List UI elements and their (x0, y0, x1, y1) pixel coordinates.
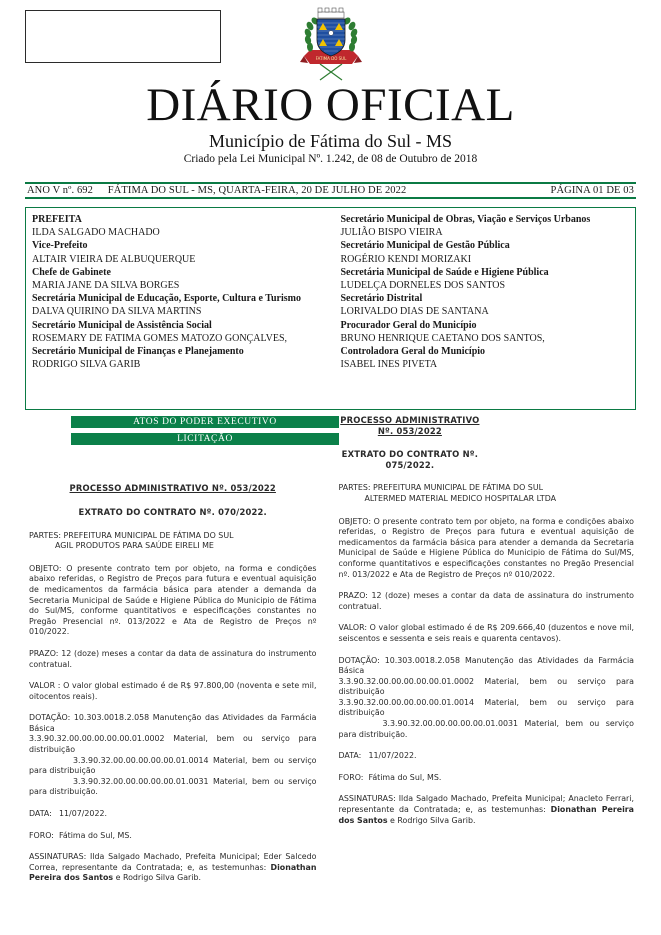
official-role: Secretário Municipal de Assistência Social (32, 319, 212, 331)
right-assinaturas-pre: ASSINATURAS: Ilda Salgado Machado, Prefeita Municipal; Anacleto Ferrari, representante da Contratada; e, as testemunhas: (338, 794, 634, 815)
left-dotacao-head: DOTAÇÃO: 10.303.0018.2.058 Manutenção das Atividades da Farmácia Básica (29, 713, 317, 733)
right-foro (339, 773, 635, 784)
left-foro (29, 831, 317, 842)
left-assinaturas-pre: ASSINATURAS: Ilda Salgado Machado, Prefeita Municipal; Eder Salcedo Correa, representante da Contratada; e, as testemunhas: (29, 852, 317, 872)
right-partes (339, 483, 635, 504)
right-dotacao-l1: 3.3.90.32.00.00.00.00.00.01.0002 Material, bem ou serviço para distribuição (338, 676, 634, 697)
right-data-value: 11/07/2022. (368, 751, 417, 761)
left-foro-value: Fátima do Sul, MS. (59, 830, 132, 840)
expediente-column-left (32, 213, 331, 403)
official-name: ROSEMARY DE FATIMA GOMES MATOZO GONÇALVES, (32, 332, 288, 344)
left-processo-title: PROCESSO ADMINISTRATIVO Nº. 053/2022 (69, 483, 276, 494)
right-data (339, 751, 635, 762)
right-foro-label: FORO: (338, 772, 364, 782)
left-data-label: DATA: (29, 809, 52, 819)
left-dotacao-l1: 3.3.90.32.00.00.00.00.00.01.0002 Material, bem ou serviço para distribuição (29, 734, 317, 755)
left-partes-line2: AGIL PRODUTOS PARA SAÚDE EIRELI ME (55, 541, 214, 551)
right-processo-title: PROCESSO ADMINISTRATIVO Nº. 053/2022 (340, 415, 480, 436)
section-banner-atos: ATOS DO PODER EXECUTIVO (71, 416, 339, 428)
official-role: Secretário Municipal de Obras, Viação e Serviços Urbanos (340, 214, 591, 225)
column-right (331, 483, 637, 884)
header-blank-box (25, 10, 221, 63)
right-assinaturas-post: e Rodrigo Silva Garib. (387, 815, 476, 825)
right-objeto: OBJETO: O presente contrato tem por objeto, na forma e condições abaixo referidas, o Registro de Preços para futura e eventual aquisição de medicamentos da farmácia básica para atender a demanda da Secretaria Municipal de Saúde e Higiene Pública do Municipio de Fátima do Sul/MS, conforme quantitativos e especificações constantes no Pregão Presencial nº. 013/2022 e Ata de Registro de Preços nº 010/2022. (338, 516, 634, 579)
left-assinaturas-witness: Dionathan Pereira dos Santos (29, 862, 317, 883)
page-subtitle: Município de Fátima do Sul - MS (209, 131, 452, 151)
right-partes-line2: ALTERMED MATERIAL MEDICO HOSPITALAR LTDA (364, 493, 557, 503)
right-dotacao-head: DOTAÇÃO: 10.303.0018.2.058 Manutenção das Atividades da Farmácia Básica (338, 655, 634, 676)
right-partes-line1: PARTES: PREFEITURA MUNICIPAL DE FÁTIMA DO SUL (338, 483, 543, 493)
official-name: ROGÉRIO KENDI MORIZAKI (340, 253, 472, 265)
left-assinaturas-post: e Rodrigo Silva Garib. (113, 873, 202, 883)
body-columns (25, 483, 636, 884)
right-dotacao (339, 656, 635, 741)
coat-of-arms-icon (298, 6, 364, 82)
official-role: Secretário Municipal de Gestão Pública (340, 240, 510, 252)
right-foro-value: Fátima do Sul, MS. (368, 772, 442, 782)
left-dotacao-l3: 3.3.90.32.00.00.00.00.00.01.0031 Material, bem ou serviço para distribuição. (29, 776, 317, 797)
column-left (25, 483, 331, 884)
official-name: MARIA JANE DA SILVA BORGES (32, 280, 180, 292)
official-role: PREFEITA (32, 214, 82, 225)
expediente-column-right (331, 213, 630, 403)
left-extrato-title: EXTRATO DO CONTRATO Nº. 070/2022. (78, 506, 267, 517)
left-foro-label: FORO: (29, 830, 54, 840)
official-role: Secretário Municipal de Finanças e Planejamento (32, 346, 244, 358)
official-role: Secretário Distrital (340, 293, 423, 305)
left-dotacao-l2: 3.3.90.32.00.00.00.00.00.01.0014 Material, bem ou serviço para distribuição (29, 755, 317, 776)
right-assinaturas-witness: Dionathan Pereira dos Santos (338, 805, 635, 825)
left-data (29, 809, 317, 820)
issue-bar (25, 182, 636, 199)
official-role: Procurador Geral do Município (340, 319, 477, 331)
creation-law-text: Criado pela Lei Municipal Nº. 1.242, de 08 de Outubro de 2018 (183, 153, 478, 165)
official-name: JULIÃO BISPO VIEIRA (340, 227, 443, 239)
official-role: Controladora Geral do Município (340, 346, 486, 358)
right-dotacao-l3: 3.3.90.32.00.00.00.00.00.01.0031 Material, bem ou serviço para distribuição. (338, 719, 634, 739)
left-partes-line1: PARTES: PREFEITURA MUNICIPAL DE FÁTIMA DO SUL (29, 530, 234, 540)
right-prazo: PRAZO: 12 (doze) meses a contar da data de assinatura do instrumento contratual. (338, 591, 634, 611)
right-extrato-title: EXTRATO DO CONTRATO Nº. 075/2022. (341, 449, 479, 470)
issue-left (27, 185, 406, 196)
right-valor: VALOR: O valor global estimado é de R$ 209.666,40 (duzentos e nove mil, seiscentos e sessenta e seis reais e quarenta centavos). (338, 623, 634, 643)
issue-year-number: ANO V nº. 692 (27, 185, 94, 196)
official-role: Secretária Municipal de Saúde e Higiene Pública (340, 266, 549, 278)
left-valor: VALOR : O valor global estimado é de R$ 97.800,00 (noventa e sete mil, oitocentos reais). (29, 681, 317, 701)
official-role: Chefe de Gabinete (32, 266, 111, 278)
svg-text:FATIMA DO SUL: FATIMA DO SUL (315, 56, 346, 61)
official-name: ISABEL INES PIVETA (340, 359, 438, 371)
official-name: BRUNO HENRIQUE CAETANO DOS SANTOS, (340, 332, 545, 344)
official-name: LUDELÇA DORNELES DOS SANTOS (340, 280, 506, 292)
official-name: LORIVALDO DIAS DE SANTANA (340, 306, 489, 318)
masthead (25, 0, 636, 168)
official-role: Secretária Municipal de Educação, Esporte, Cultura e Turismo (32, 293, 301, 305)
left-objeto: OBJETO: O presente contrato tem por objeto, na forma e condições abaixo referidas, o Registro de Preços para futura e eventual aquisição de medicamentos da farmácia básica para atender a demanda da Secretaria Municipal de Saúde e Higiene Pública do Municipio de Fátima do Sul/MS, conforme quantitativos e especificações constantes no Pregão Presencial nº. 013/2022 e Ata de Registro de Preços nº 010/2022. (29, 563, 317, 637)
left-data-value: 11/07/2022. (59, 809, 107, 819)
issue-page-number: PÁGINA 01 DE 03 (550, 185, 634, 196)
section-banner-licitacao: LICITAÇÃO (71, 433, 339, 445)
official-role: Vice-Prefeito (32, 240, 88, 252)
expediente-box (25, 207, 636, 410)
left-prazo: PRAZO: 12 (doze) meses a contar da data de assinatura do instrumento contratual. (29, 648, 317, 669)
right-dotacao-l2: 3.3.90.32.00.00.00.00.00.01.0014 Material, bem ou serviço para distribuição (338, 697, 634, 718)
official-name: ILDA SALGADO MACHADO (32, 227, 160, 239)
official-name: DALVA QUIRINO DA SILVA MARTINS (32, 306, 202, 318)
page-title: DIÁRIO OFICIAL (146, 79, 515, 131)
official-name: RODRIGO SILVA GARIB (32, 359, 141, 371)
official-name: ALTAIR VIEIRA DE ALBUQUERQUE (32, 253, 196, 265)
left-assinaturas (29, 852, 317, 884)
issue-place-date: FÁTIMA DO SUL - MS, QUARTA-FEIRA, 20 DE JULHO DE 2022 (107, 185, 407, 196)
right-assinaturas (339, 794, 635, 826)
left-partes (29, 531, 317, 552)
right-data-label: DATA: (338, 751, 362, 761)
left-dotacao (29, 713, 317, 798)
